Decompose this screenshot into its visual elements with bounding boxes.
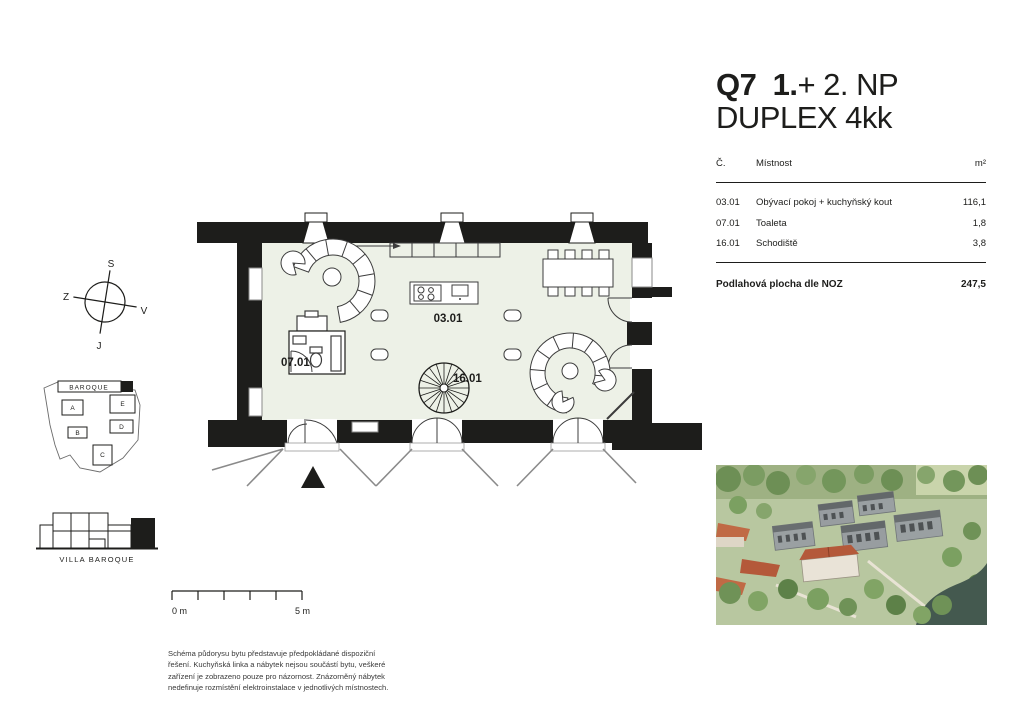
floor-number: 1.: [772, 67, 798, 102]
compass-north-label: S: [107, 259, 115, 270]
unit-code: Q7: [716, 67, 757, 102]
title-block: [716, 68, 898, 135]
building-label-c: C: [100, 452, 105, 459]
table-divider: [716, 262, 986, 263]
room-name: Obývací pokoj + kuchyňský kout: [756, 197, 892, 208]
disclaimer-text: [168, 648, 438, 694]
compass-east-label: V: [140, 306, 148, 317]
elevation-label: VILLA BAROQUE: [59, 555, 135, 564]
elevation-outline: [40, 513, 131, 548]
building-label-e: E: [120, 401, 125, 408]
coffee-table-right: [562, 363, 578, 379]
table-row: [716, 238, 986, 249]
scale-start-label: 0 m: [172, 606, 188, 616]
disclaimer-line: řešení. Kuchyňská linka a nábytek nejsou součástí bytu, veškeré: [168, 660, 386, 670]
room-number: 03.01: [716, 197, 740, 208]
table-row: [716, 218, 986, 229]
room-area: 3,8: [972, 238, 986, 249]
scale-bar-ticks: [172, 591, 302, 600]
room-name: Toaleta: [756, 217, 787, 229]
coffee-table-left: [323, 268, 341, 286]
total-value: 247,5: [960, 279, 986, 290]
scale-end-label: 5 m: [294, 606, 310, 616]
room-label-living: 03.01: [433, 313, 463, 325]
room-area: 1,8: [972, 217, 986, 229]
unit-title: [716, 68, 898, 101]
room-table: [716, 158, 986, 299]
building-label-b: B: [75, 430, 80, 437]
aerial-photo: [716, 465, 987, 625]
disclaimer-line: Schéma půdorysu bytu představuje předpokládané dispoziční: [168, 649, 376, 658]
kitchen-island: [410, 282, 478, 304]
disclaimer-line: zařízení je zobrazeno pouze pro názornost. Znázorněný nábytek: [168, 671, 385, 681]
elevation-highlight-block: [131, 518, 155, 548]
col-header-room: Místnost: [756, 158, 792, 169]
compass-cross: [68, 265, 141, 338]
compass-west-label: Z: [62, 292, 70, 303]
building-label-d: D: [119, 424, 124, 431]
entrance-arrow: [301, 466, 325, 488]
room-area: 116,1: [962, 197, 986, 208]
table-divider: [716, 182, 986, 183]
building-label-a: A: [70, 405, 75, 412]
room-label-toilet: 07.01: [281, 357, 310, 369]
col-header-number: Č.: [716, 158, 726, 169]
floor-suffix: + 2. NP: [797, 67, 899, 102]
site-title-bar-end: [121, 381, 133, 392]
site-plan: [42, 372, 162, 477]
table-header: [716, 158, 986, 169]
room-number: 16.01: [716, 238, 740, 249]
villa-elevation: [30, 505, 165, 567]
room-number: 07.01: [716, 217, 740, 229]
room-name: Schodiště: [756, 238, 798, 249]
unit-subtitle: DUPLEX 4kk: [716, 100, 892, 136]
total-label: Podlahová plocha dle NOZ: [716, 279, 843, 290]
compass-rose: [58, 250, 152, 355]
compass-south-label: J: [96, 341, 102, 352]
table-row: [716, 197, 986, 208]
floor-plan: [185, 192, 710, 502]
terrain-lines: [212, 449, 636, 486]
table-total-row: [716, 279, 986, 290]
scale-bar: [162, 578, 332, 620]
door-sills: [285, 443, 605, 451]
disclaimer-line: nedefinuje rozmístění elektroinstalace v jednotlivých místnostech.: [168, 683, 389, 693]
spiral-staircase: [419, 363, 469, 413]
site-title: BAROQUE: [69, 384, 109, 392]
col-header-area: m²: [974, 158, 986, 169]
room-label-stairs: 16.01: [453, 373, 482, 385]
